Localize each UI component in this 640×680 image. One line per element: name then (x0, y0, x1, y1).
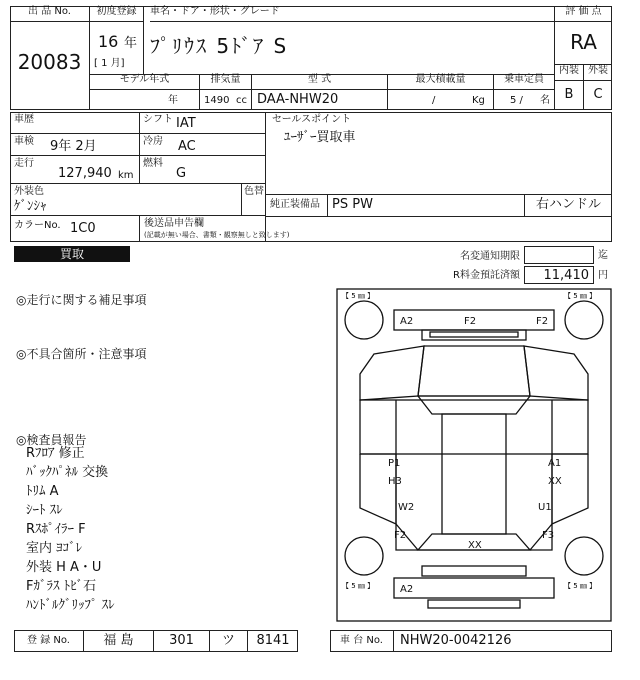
rear-plate (428, 600, 520, 608)
lot-number: 20083 (10, 50, 90, 78)
rating-label: 評 価 点 (554, 6, 612, 22)
ac-value: AC (178, 139, 196, 154)
reg-label: 登 録 No. (14, 630, 84, 652)
exterior-grade: C (584, 80, 612, 110)
damage-front-right: F2 (536, 316, 549, 327)
docs-label: 後送品申告欄 (144, 218, 204, 229)
inspector-item: ｼｰﾄ ｽﾚ (26, 503, 63, 518)
driving-notes-label: ◎走行に関する補足事項 (16, 293, 147, 307)
corner-label-tl: 【 5 ㎜ 】 (342, 292, 375, 300)
mileage-value: 127,940 (58, 166, 112, 181)
inspector-item: Rｽﾎﾟｲﾗｰ F (26, 522, 86, 537)
chassis-label: 車 台 No. (330, 630, 394, 652)
damage-right-upper: A1 (548, 458, 562, 469)
first-reg-month: [ 1 月] (94, 58, 125, 69)
car-name: ﾌﾟﾘｳｽ 5ﾄﾞｱ S (150, 34, 289, 58)
displacement-label: 排気量 (200, 74, 252, 90)
diagram-frame (337, 289, 611, 621)
chassis-number: NHW20-0042126 (400, 633, 512, 648)
displacement-unit: cc (236, 95, 247, 106)
roof (442, 414, 506, 534)
capacity-label: 乗車定員 (494, 74, 554, 90)
first-reg-divider (90, 22, 144, 74)
corner-label-tr: 【 5 ㎜ 】 (564, 292, 597, 300)
inspection-label: 車検 (14, 136, 34, 147)
inspector-item: 室内 ﾖｺﾞﾚ (26, 541, 83, 556)
damage-left-rear: F2 (394, 530, 407, 541)
cabin-side (360, 400, 588, 454)
model-code: DAA-NHW20 (257, 92, 339, 107)
inspector-item: ﾄﾘﾑ A (26, 484, 59, 499)
color-no-value: 1C0 (70, 221, 96, 236)
inspector-item: ﾊﾞｯｸﾊﾟﾈﾙ 交換 (26, 465, 109, 480)
model-year-unit: 年 (168, 95, 178, 106)
damage-left-upper: P1 (388, 458, 401, 469)
reg-place: 福 島 (84, 630, 154, 652)
corner-label-br: 【 5 ㎜ 】 (564, 582, 597, 590)
car-diagram (336, 288, 612, 622)
interior-label: 内装 (554, 64, 584, 80)
capacity-value: 5 / (510, 95, 523, 106)
mileage-unit: km (118, 170, 134, 181)
damage-front-left: A2 (400, 316, 414, 327)
history-label: 車歴 (14, 114, 34, 125)
damage-left-door: W2 (398, 502, 415, 513)
recycle-unit: 円 (598, 270, 608, 281)
damage-front-mid: F2 (464, 316, 477, 327)
front-fender-right (524, 346, 588, 400)
spec-cell-1 (90, 90, 200, 110)
fuel-label: 燃料 (143, 158, 163, 169)
sales-point-label: セールスポイント (272, 114, 352, 125)
sales-point-value: ﾕｰｻﾞｰ買取車 (284, 130, 356, 145)
tire-rear-left (345, 537, 383, 575)
corner-label-bl: 【 5 ㎜ 】 (342, 582, 375, 590)
damage-rear-bumper: A2 (400, 584, 414, 595)
car-name-label: 車名・ドア・形状・グレード (150, 6, 554, 22)
inspector-item: 外装 H A・U (26, 560, 102, 575)
equipment-label: 純正装備品 (266, 194, 328, 216)
reg-kana: ツ (210, 630, 248, 652)
name-change-unit: 迄 (598, 250, 608, 261)
shift-label: シフト (143, 114, 173, 125)
equipment-value: PS PW (332, 197, 373, 212)
first-reg-year: 16 (98, 32, 119, 51)
damage-left-lower: H3 (388, 476, 402, 487)
inspector-label: ◎検査員報告 (16, 433, 87, 447)
max-load-label: 最大積載量 (388, 74, 494, 90)
inspector-item: Fｶﾞﾗｽ ﾄﾋﾞ石 (26, 579, 97, 594)
max-load-value: / (432, 95, 436, 106)
recycle-label: R料金預託済額 (453, 270, 520, 281)
model-label: 型 式 (252, 74, 388, 90)
first-reg-label: 初度登録 (90, 6, 144, 22)
car-diagram-svg (336, 288, 612, 622)
mileage-label: 走行 (14, 158, 34, 169)
recycle-amount: 11,410 (524, 266, 594, 284)
front-fender-left (360, 346, 424, 400)
windshield (418, 396, 530, 414)
hood (418, 346, 530, 396)
purchase-badge: 買取 (14, 246, 130, 262)
handle-value: 右ハンドル (524, 194, 612, 216)
displacement-value: 1490 (204, 95, 230, 106)
inspector-item: ﾊﾝﾄﾞﾙｸﾞﾘｯﾌﾟ ｽﾚ (26, 598, 115, 613)
color-no-label: カラーNo. (14, 220, 61, 231)
reg-number: 8141 (256, 633, 290, 648)
rating-value: RA (554, 22, 612, 64)
year-unit: 年 (124, 36, 138, 51)
damage-rear-center: XX (468, 540, 482, 551)
name-change-label: 名変通知期限 (460, 251, 520, 262)
exterior-color-label: 外装色 (14, 186, 44, 197)
capacity-unit: 名 (540, 95, 550, 106)
tire-rear-right (565, 537, 603, 575)
model-year-label: モデル年式 (90, 74, 200, 90)
damage-right-rear: F3 (542, 530, 555, 541)
color-change-label: 色替 (244, 186, 264, 197)
tire-front-right (565, 301, 603, 339)
inspection-value: 9年 2月 (50, 139, 97, 154)
inspector-item: Rﾌﾛｱ 修正 (26, 446, 85, 461)
defects-label: ◎不具合箇所・注意事項 (16, 347, 147, 361)
exterior-color-value: ｹﾞﾝｼｬ (14, 199, 47, 214)
rear-bumper (394, 578, 554, 598)
lot-no-label: 出 品 No. (10, 6, 90, 22)
equipment-bottom (266, 216, 612, 217)
damage-right-lower: XX (548, 476, 562, 487)
tire-front-left (345, 301, 383, 339)
max-load-unit: Kg (472, 95, 485, 106)
name-change-box (524, 246, 594, 264)
ac-label: 冷房 (143, 136, 163, 147)
interior-grade: B (554, 80, 584, 110)
shift-value: IAT (176, 116, 196, 131)
front-grille-inner (430, 332, 518, 337)
lot-divider (10, 22, 90, 110)
reg-class: 301 (154, 630, 210, 652)
fuel-value: G (176, 166, 187, 181)
docs-note: (記載が無い場合、書類・観察無しと致します) (144, 231, 290, 239)
damage-right-door: U1 (538, 502, 552, 513)
rear-grille (422, 566, 526, 576)
exterior-label: 外装 (584, 64, 612, 80)
